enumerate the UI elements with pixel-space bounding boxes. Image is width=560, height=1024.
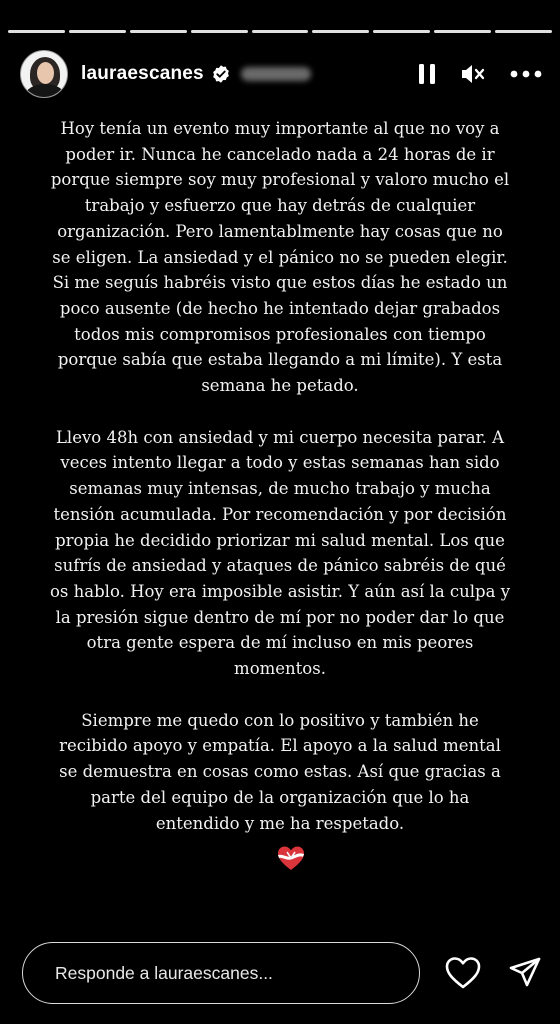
story-text	[50, 116, 510, 862]
pause-icon[interactable]	[418, 63, 436, 85]
progress-segment	[130, 30, 187, 33]
username[interactable]: lauraescanes	[81, 63, 204, 84]
story-paragraph: Siempre me quedo con lo positivo y también he recibido apoyo y empatía. El apoyo a la salud mental se demuestra en cosas como estas. Así que gracias a parte del equipo de la organización que lo ha entendido y me ha respetado.	[59, 710, 501, 833]
reply-placeholder: Responde a lauraescanes...	[55, 962, 273, 983]
reply-input[interactable]	[22, 942, 420, 1004]
heart-outline-icon[interactable]	[444, 956, 482, 990]
story-progress-bar	[8, 30, 552, 33]
muted-speaker-icon[interactable]	[460, 63, 486, 85]
progress-segment	[495, 30, 552, 33]
story-paragraph: Llevo 48h con ansiedad y mi cuerpo necesita parar. A veces intento llegar a todo y estas semanas han sido semanas muy intensas, de mucho trabajo y mucha tensión acumulada. Por recomendación y por decisión propia he decidido priorizar mi salud mental. Los que sufrís de ansiedad y ataques de pánico sabréis de qué os hablo. Hoy era imposible asistir. Y aún así la culpa y la presión sigue dentro de mí por no poder dar lo que otra gente espera de mí incluso en mis peores momentos.	[50, 427, 511, 679]
heart-with-ribbon-icon	[276, 843, 306, 873]
story-paragraph: Hoy tenía un evento muy importante al que no voy a poder ir. Nunca he cancelado nada a 24 horas de ir porque siempre soy muy profesional y valoro mucho el trabajo y esfuerzo que hay detrás de cualquier organización. Pero lamentablmente hay cosas que no se eligen. La ansiedad y el pánico no se pueden elegir. Si me seguís habréis visto que estos días he estado un poco ausente (de hecho he intentado dejar grabados todos mis compromisos profesionales con tiempo porque sabía que estaba llegando a mi límite). Y esta semana he petado.	[50, 119, 510, 396]
send-icon[interactable]	[508, 956, 542, 990]
progress-segment	[8, 30, 65, 33]
progress-segment	[69, 30, 126, 33]
story-footer	[22, 940, 542, 1006]
story-header	[20, 48, 542, 100]
story-controls	[418, 63, 542, 85]
progress-segment	[434, 30, 491, 33]
blurred-timestamp	[241, 67, 311, 81]
more-icon[interactable]	[510, 70, 542, 78]
avatar[interactable]	[20, 50, 68, 98]
progress-segment	[373, 30, 430, 33]
progress-segment	[312, 30, 369, 33]
progress-segment	[191, 30, 248, 33]
progress-segment	[252, 30, 309, 33]
verified-badge-icon	[211, 64, 231, 84]
